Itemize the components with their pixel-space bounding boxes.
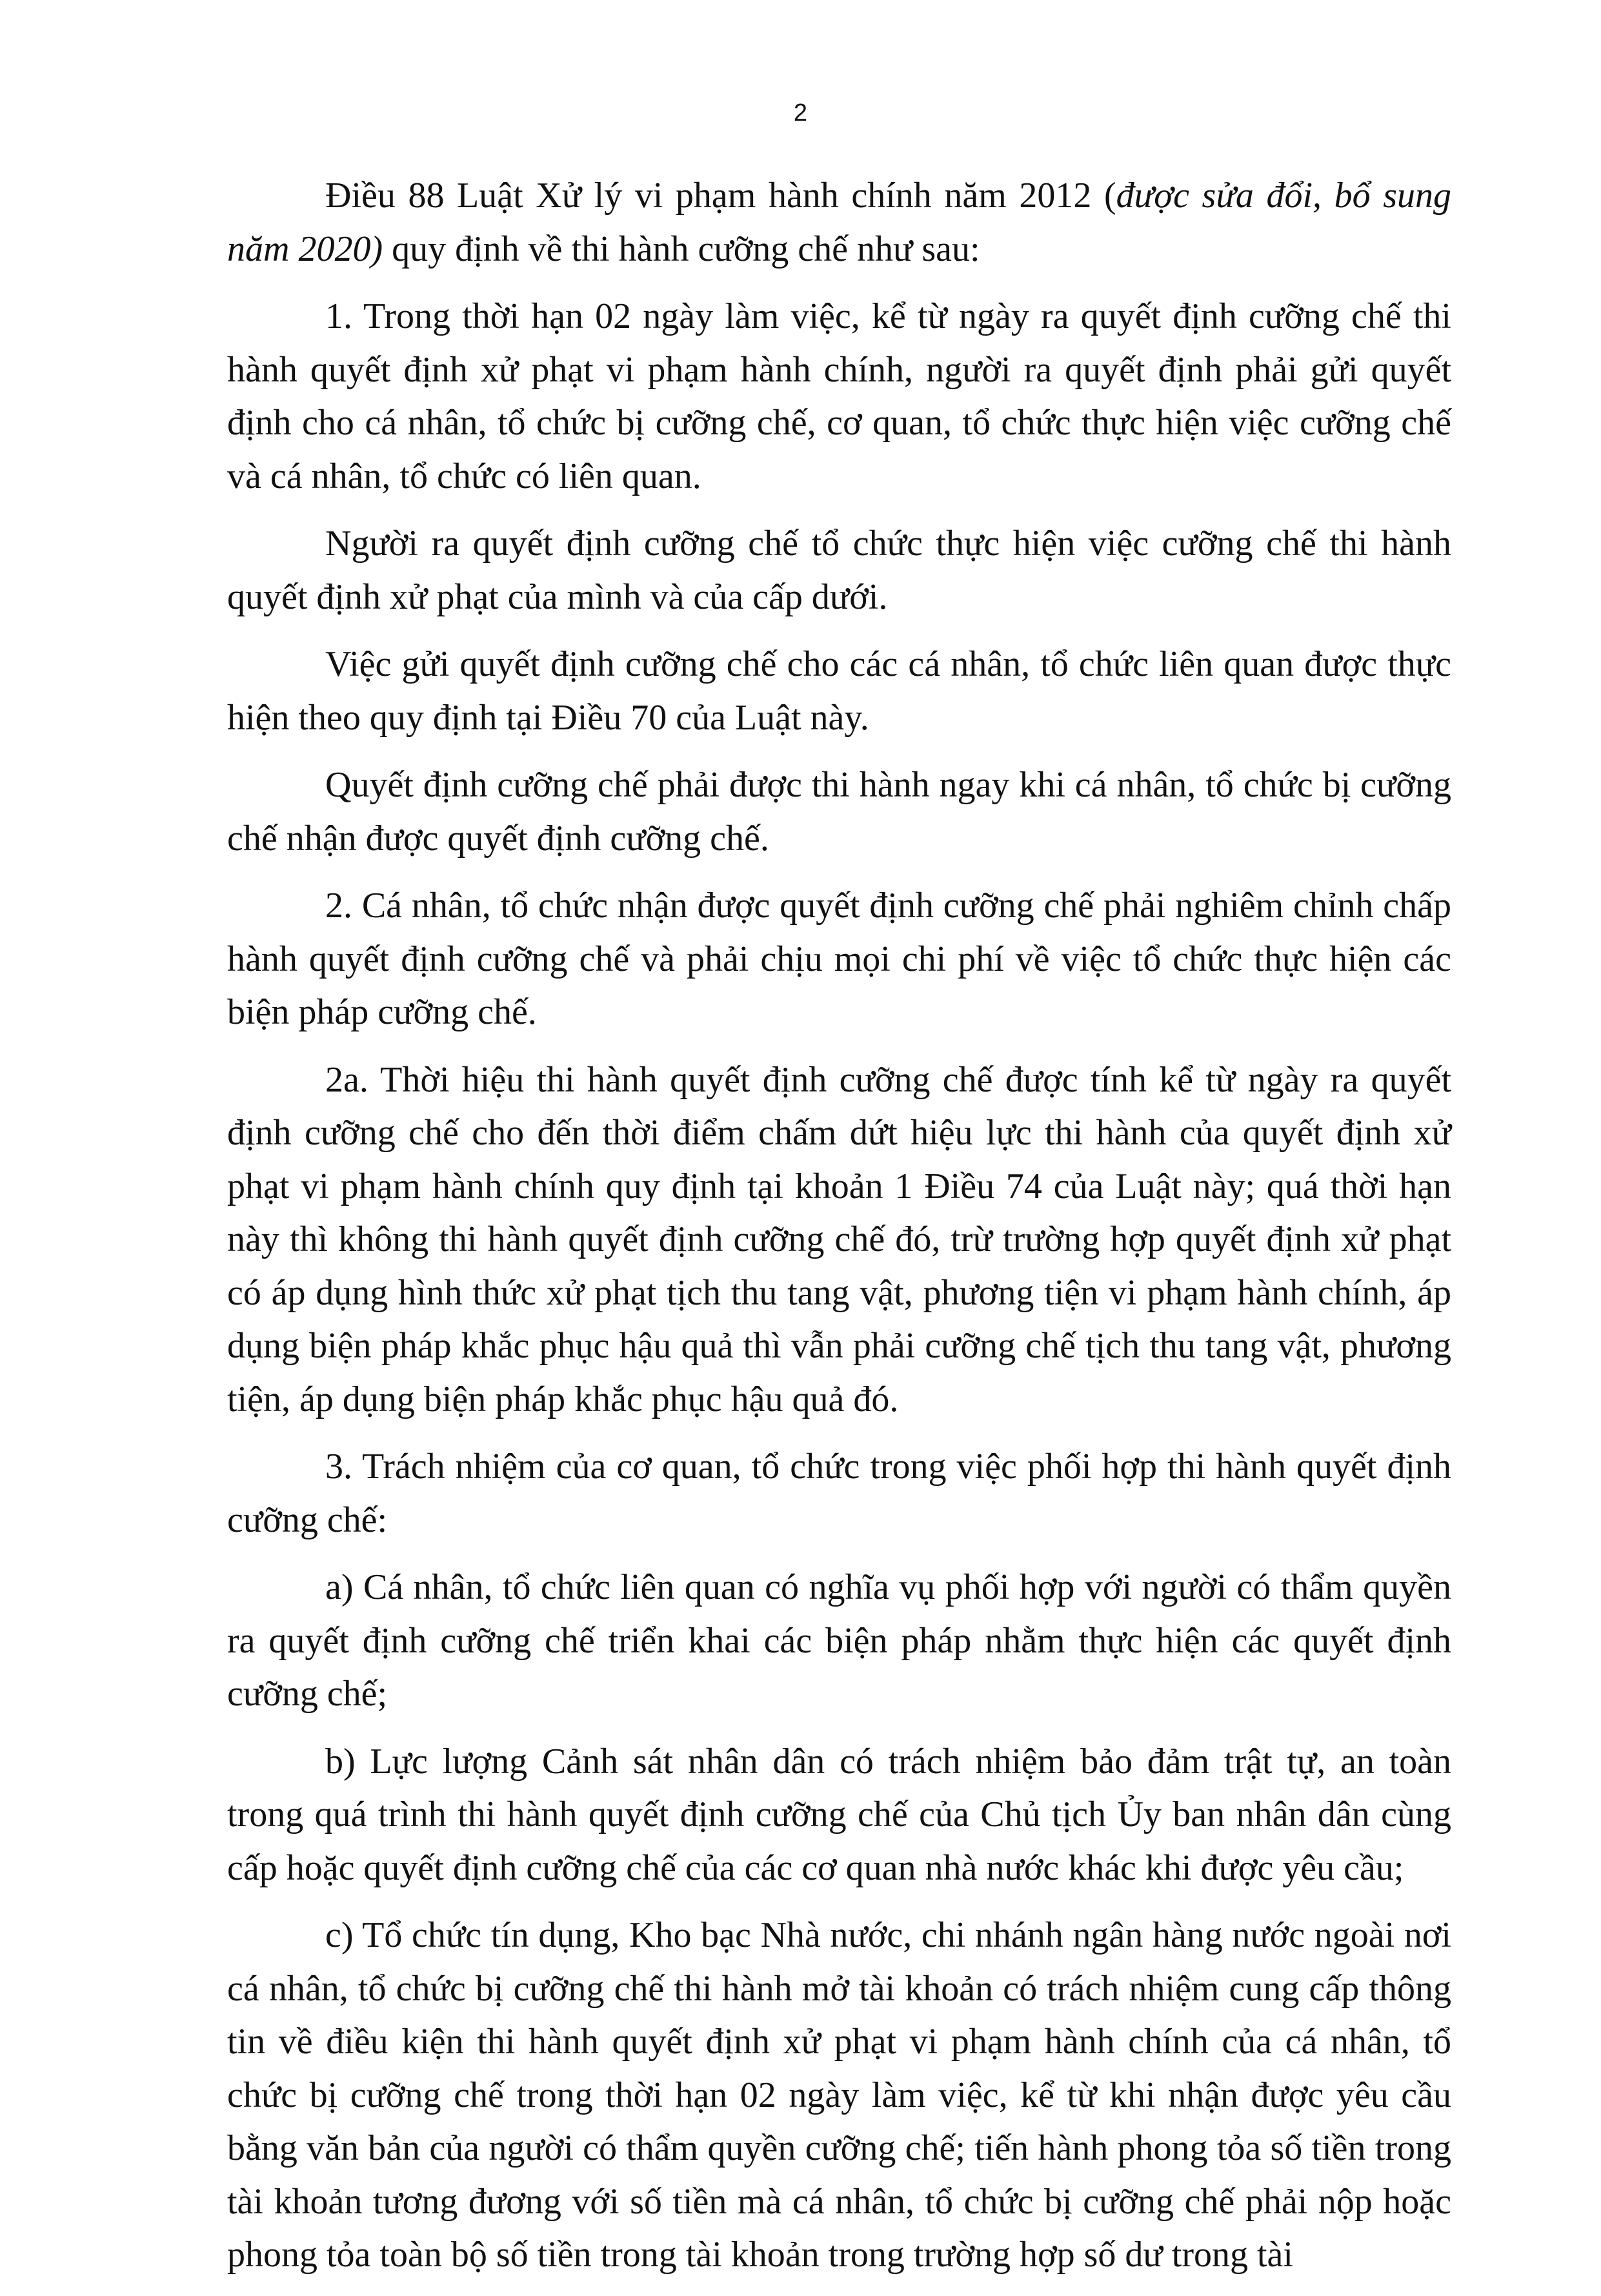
document-body [227,169,1451,2296]
clause-1-execution-paragraph: Quyết định cưỡng chế phải được thi hành ngay khi cá nhân, tổ chức bị cưỡng chế nhận được quyết định cưỡng chế. [227,765,1451,858]
page-number: 2 [793,99,808,127]
clause-3-paragraph: 3. Trách nhiệm của cơ quan, tổ chức trong việc phối hợp thi hành quyết định cưỡng chế: [227,1447,1451,1540]
clause-3c-paragraph: c) Tổ chức tín dụng, Kho bạc Nhà nước, chi nhánh ngân hàng nước ngoài nơi cá nhân, tổ chức bị cưỡng chế thi hành mở tài khoản có trách nhiệm cung cấp thông tin về điều kiện thi hành quyết định xử phạt vi phạm hành chính của cá nhân, tổ chức bị cưỡng chế trong thời hạn 02 ngày làm việc, kể từ khi nhận được yêu cầu bằng văn bản của người có thẩm quyền cưỡng chế; tiến hành phong tỏa số tiền trong tài khoản tương đương với số tiền mà cá nhân, tổ chức bị cưỡng chế phải nộp hoặc phong tỏa toàn bộ số tiền trong tài khoản trong trường hợp số dư trong tài [227,1915,1451,2275]
clause-3b-paragraph: b) Lực lượng Cảnh sát nhân dân có trách nhiệm bảo đảm trật tự, an toàn trong quá trình thi hành quyết định cưỡng chế của Chủ tịch Ủy ban nhân dân cùng cấp hoặc quyết định cưỡng chế của các cơ quan nhà nước khác khi được yêu cầu; [227,1741,1451,1888]
clause-1-decision-maker-paragraph: Người ra quyết định cưỡng chế tổ chức thực hiện việc cưỡng chế thi hành quyết định xử phạt của mình và của cấp dưới. [227,523,1451,617]
intro-amendment-note: được sửa đổi, bổ sung năm 2020) [227,176,1451,269]
clause-3a-paragraph: a) Cá nhân, tổ chức liên quan có nghĩa vụ phối hợp với người có thẩm quyền ra quyết định cưỡng chế triển khai các biện pháp nhằm thực hiện các quyết định cưỡng chế; [227,1567,1451,1714]
clause-1-delivery-paragraph: Việc gửi quyết định cưỡng chế cho các cá nhân, tổ chức liên quan được thực hiện theo quy định tại Điều 70 của Luật này. [227,644,1451,738]
clause-1-paragraph: 1. Trong thời hạn 02 ngày làm việc, kể từ ngày ra quyết định cưỡng chế thi hành quyết định xử phạt vi phạm hành chính, người ra quyết định phải gửi quyết định cho cá nhân, tổ chức bị cưỡng chế, cơ quan, tổ chức thực hiện việc cưỡng chế và cá nhân, tổ chức có liên quan. [227,296,1451,496]
intro-text-end: quy định về thi hành cưỡng chế như sau: [383,229,980,269]
clause-2-paragraph: 2. Cá nhân, tổ chức nhận được quyết định cưỡng chế phải nghiêm chỉnh chấp hành quyết định cưỡng chế và phải chịu mọi chi phí về việc tổ chức thực hiện các biện pháp cưỡng chế. [227,886,1451,1032]
intro-text-start: Điều 88 Luật Xử lý vi phạm hành chính năm 2012 ( [325,176,1116,216]
clause-2a-paragraph: 2a. Thời hiệu thi hành quyết định cưỡng chế được tính kể từ ngày ra quyết định cưỡng chế cho đến thời điểm chấm dứt hiệu lực thi hành của quyết định xử phạt vi phạm hành chính quy định tại khoản 1 Điều 74 của Luật này; quá thời hạn này thì không thi hành quyết định cưỡng chế đó, trừ trường hợp quyết định xử phạt có áp dụng hình thức xử phạt tịch thu tang vật, phương tiện vi phạm hành chính, áp dụng biện pháp khắc phục hậu quả thì vẫn phải cưỡng chế tịch thu tang vật, phương tiện, áp dụng biện pháp khắc phục hậu quả đó. [227,1059,1451,1419]
intro-paragraph [227,169,1451,276]
